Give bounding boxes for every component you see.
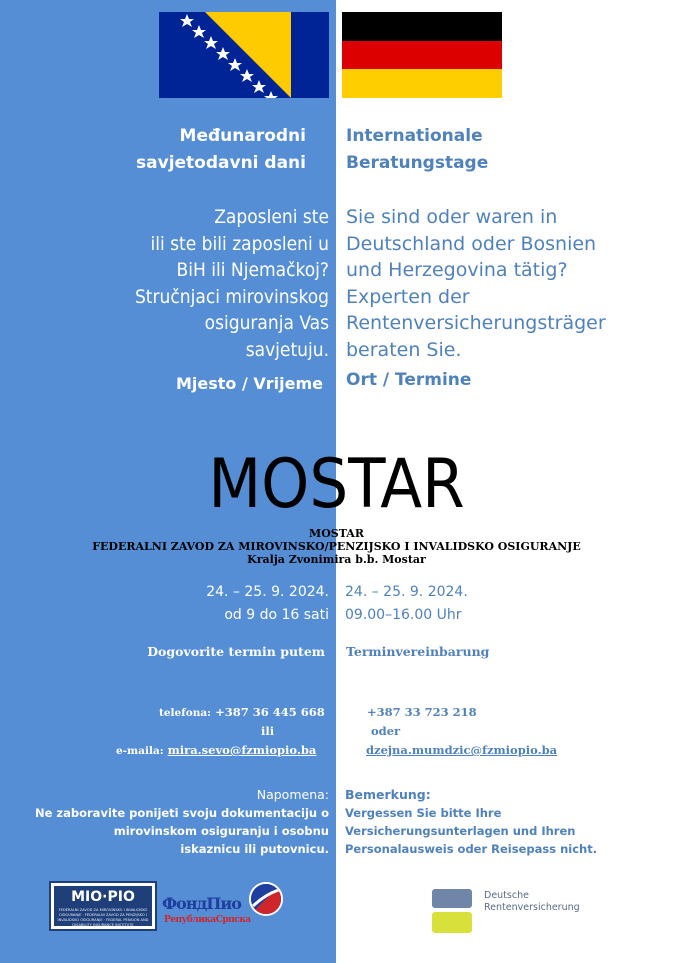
- left-email-link[interactable]: mira.sevo@fzmiopio.ba: [167, 743, 317, 757]
- right-intro-line: und Herzegovina tätig?: [346, 259, 568, 281]
- city-title: MOSTAR: [208, 445, 465, 524]
- right-title-line1: Internationale: [346, 126, 483, 146]
- left-title-line1: Međunarodni: [179, 126, 306, 146]
- right-intro-line: beraten Sie.: [346, 338, 462, 361]
- drv-name-line1: Deutsche: [484, 890, 529, 901]
- venue-block: [0, 527, 673, 566]
- fzmiopio-logo: [49, 881, 157, 931]
- left-intro-line: Zaposleni ste: [214, 206, 329, 228]
- right-title: [346, 123, 488, 177]
- left-note-line: iskaznicu ili putovnicu.: [180, 842, 329, 856]
- left-phone-number[interactable]: +387 36 445 668: [215, 705, 325, 719]
- right-title-line2: Beratungstage: [346, 153, 489, 173]
- fond-pio-logo-subtitle: РепубликаСрпска: [164, 915, 251, 925]
- left-time: od 9 do 16 sati: [224, 607, 329, 623]
- left-email-label: e-maila:: [116, 745, 164, 757]
- drv-name-line2: Rentenversicherung: [484, 902, 580, 913]
- left-intro-line: savjetuju.: [245, 338, 329, 361]
- fzmiopio-logo-name: MIO·PIO: [71, 889, 135, 905]
- flag-stripe-red: [342, 41, 502, 70]
- right-intro-line: Sie sind oder waren in: [346, 206, 558, 228]
- right-dates: [345, 581, 468, 627]
- left-place-time: Mjesto / Vrijeme: [175, 374, 323, 393]
- left-note-title: Napomena:: [256, 787, 329, 802]
- drv-logo: [432, 889, 632, 935]
- left-intro-line: osiguranja Vas: [204, 312, 329, 334]
- left-appointment: Dogovorite termin putem: [147, 644, 325, 659]
- fzmiopio-logo-subtitle: FEDERALNI ZAVOD ZA MIROVINSKO I INVALIDSKO OSIGURANJE · FEDERALNI ZAVOD ZA PENZIJSKO I INVALIDSKO OSIGURANJE · FEDERAL PENSION AND DISABILITY INSURANCE INSTITUTE: [57, 908, 149, 927]
- right-date: 24. – 25. 9. 2024.: [345, 584, 468, 600]
- bosnia-flag-icon: [159, 12, 329, 98]
- fond-pio-ball-icon: [249, 882, 283, 916]
- venue-address: Kralja Zvonimira b.b. Mostar: [247, 553, 426, 566]
- right-appointment: Terminvereinbarung: [346, 644, 490, 659]
- left-phone-label: telefona:: [159, 707, 212, 719]
- right-or: oder: [371, 724, 401, 738]
- right-note-line: Versicherungsunterlagen und Ihren: [345, 824, 576, 838]
- right-note-line: Personalausweis oder Reisepass nicht.: [345, 842, 598, 856]
- venue-city: MOSTAR: [309, 527, 364, 540]
- right-note-title: Bemerkung:: [345, 787, 431, 802]
- drv-mark-icon: [432, 889, 472, 933]
- left-email-row: [116, 741, 316, 761]
- fond-pio-logo-name: ФондПио: [162, 894, 241, 913]
- right-intro-line: Experten der: [346, 285, 470, 308]
- flag-stripe-gold: [342, 69, 502, 98]
- left-phone-row: [159, 703, 325, 723]
- right-intro-line: Rentenversicherungsträger: [346, 312, 606, 334]
- left-intro: [89, 204, 329, 363]
- left-intro-line: BiH ili Njemačkoj?: [176, 259, 329, 281]
- fond-pio-logo: [162, 882, 287, 932]
- germany-flag-icon: [342, 12, 502, 98]
- right-intro-line: Deutschland oder Bosnien: [346, 232, 597, 255]
- right-time: 09.00–16.00 Uhr: [345, 607, 462, 623]
- left-title-line2: savjetodavni dani: [136, 153, 306, 173]
- venue-institution: FEDERALNI ZAVOD ZA MIROVINSKO/PENZIJSKO I INVALIDSKO OSIGURANJE: [92, 540, 581, 553]
- left-note-line: Ne zaboravite ponijeti svoju dokumentaciju o: [35, 806, 329, 820]
- left-note-line: mirovinskom osiguranju i osobnu: [113, 824, 329, 838]
- flag-stripe-black: [342, 12, 502, 41]
- right-note-line: Vergessen Sie bitte Ihre: [345, 806, 502, 820]
- left-dates: [206, 581, 329, 627]
- left-date: 24. – 25. 9. 2024.: [206, 584, 329, 600]
- left-intro-line: Stručnjaci mirovinskog: [134, 285, 329, 308]
- drv-logo-name: [484, 890, 580, 914]
- right-intro: [346, 204, 666, 363]
- right-email-link[interactable]: dzejna.mumdzic@fzmiopio.ba: [366, 743, 558, 757]
- right-place-time: Ort / Termine: [346, 370, 472, 390]
- left-note: [9, 786, 329, 858]
- right-phone-number[interactable]: +387 33 723 218: [367, 705, 477, 719]
- left-intro-line: ili ste bili zaposleni u: [150, 232, 329, 255]
- right-note: [345, 786, 665, 858]
- left-or: ili: [261, 724, 275, 738]
- left-title: [136, 123, 306, 177]
